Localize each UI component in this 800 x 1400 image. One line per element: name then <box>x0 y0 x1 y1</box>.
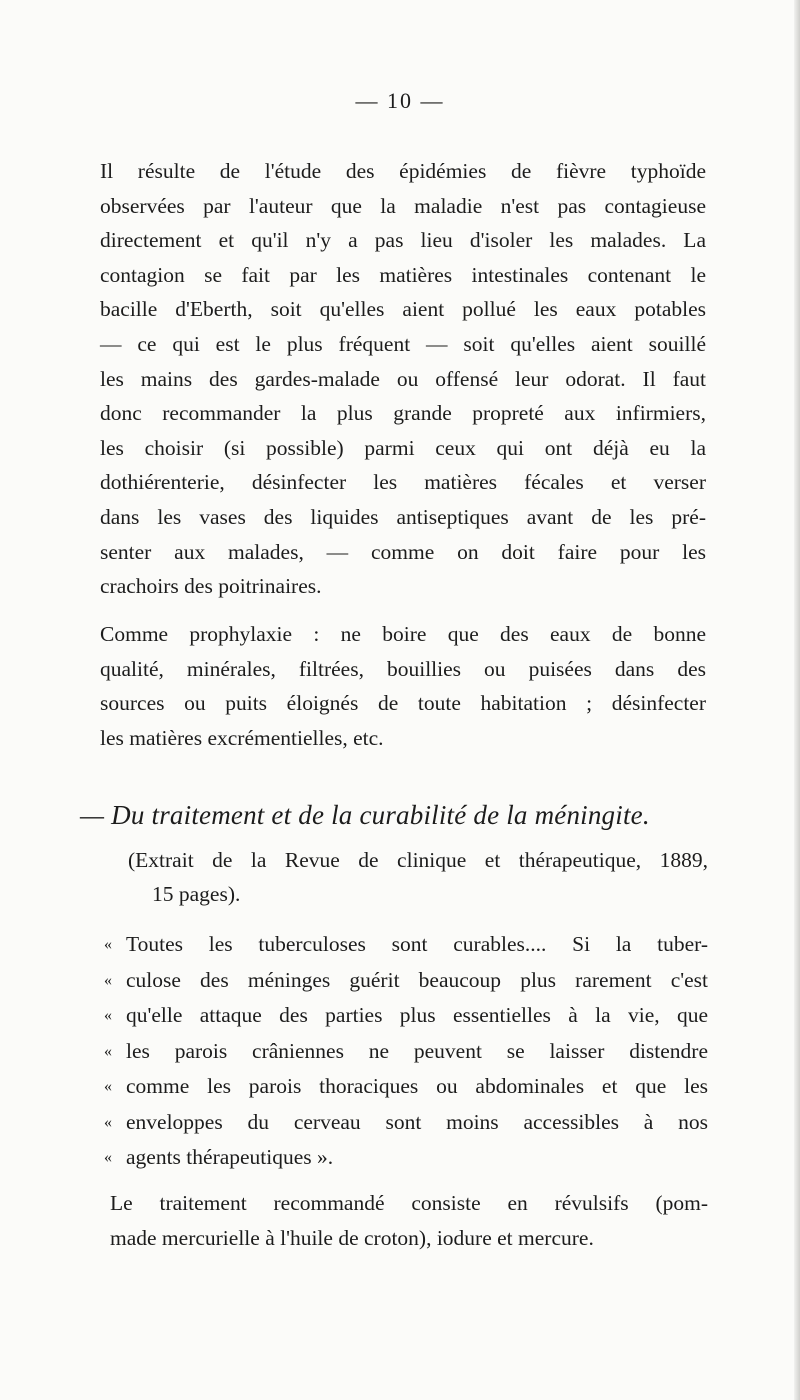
text-line: crachoirs des poitrinaires. <box>100 574 322 599</box>
paragraph-treatment <box>110 1186 708 1255</box>
quote-line <box>104 998 708 1034</box>
quote-line <box>104 1034 708 1070</box>
quote-mark: « <box>104 1149 112 1166</box>
paragraph-typhoid <box>100 154 706 604</box>
quote-line <box>104 1140 708 1176</box>
quote-mark: « <box>104 1113 112 1131</box>
paragraph-prophylaxis <box>100 617 706 755</box>
quote-mark: « <box>104 1042 112 1060</box>
text-line: Le traitement recommandé consiste en révulsifs (pom- <box>110 1191 708 1215</box>
text-line: made mercurielle à l'huile de croton), iodure et mercure. <box>110 1225 594 1250</box>
quote-mark: « <box>104 971 112 989</box>
text-line: directement et qu'il n'y a pas lieu d'isoler les malades. La <box>100 228 706 253</box>
quote-line <box>104 1069 708 1105</box>
quote-text: Toutes les tuberculoses sont curables.... Si la tuber- <box>126 932 708 956</box>
quote-mark: « <box>104 1078 112 1095</box>
section-heading: — Du traitement et de la curabilité de la méningite. <box>80 800 650 830</box>
citation-line: (Extrait de la Revue de clinique et thérapeutique, 1889, <box>128 848 708 872</box>
quote-line <box>104 1105 708 1141</box>
quote-mark: « <box>104 1007 112 1024</box>
text-line: les mains des gardes-malade ou offensé leur odorat. Il faut <box>100 366 706 391</box>
text-line: bacille d'Eberth, soit qu'elles aient pollué les eaux potables <box>100 297 706 322</box>
quotation-block <box>104 927 708 1176</box>
quote-text: agents thérapeutiques ». <box>126 1145 334 1169</box>
text-line: les matières excrémentielles, etc. <box>100 725 384 750</box>
quote-line <box>104 927 708 963</box>
text-line: dans les vases des liquides antiseptiques avant de les pré- <box>100 504 706 529</box>
page-edge-shadow <box>794 0 800 1400</box>
quote-text: enveloppes du cerveau sont moins accessibles à nos <box>126 1109 708 1134</box>
text-line: les choisir (si possible) parmi ceux qui ont déjà eu la <box>100 435 706 460</box>
quote-line <box>104 963 708 999</box>
text-line: dothiérenterie, désinfecter les matières fécales et verser <box>100 470 706 495</box>
text-line: — ce qui est le plus fréquent — soit qu'elles aient souillé <box>100 331 706 356</box>
quote-text: les parois crâniennes ne peuvent se laisser distendre <box>126 1038 708 1063</box>
page-number: — 10 — <box>355 88 445 113</box>
text-line: sources ou puits éloignés de toute habitation ; désinfecter <box>100 691 706 716</box>
text-line: donc recommander la plus grande propreté aux infirmiers, <box>100 401 706 426</box>
quote-text: qu'elle attaque des parties plus essentielles à la vie, que <box>126 1003 708 1027</box>
text-line: Il résulte de l'étude des épidémies de fièvre typhoïde <box>100 159 706 183</box>
quote-mark: « <box>104 936 112 953</box>
text-line: qualité, minérales, filtrées, bouillies ou puisées dans des <box>100 656 706 681</box>
text-line: senter aux malades, — comme on doit faire pour les <box>100 539 706 564</box>
citation-line: 15 pages). <box>152 882 241 906</box>
text-line: contagion se fait par les matières intestinales contenant le <box>100 262 706 287</box>
quote-text: culose des méninges guérit beaucoup plus rarement c'est <box>126 967 708 992</box>
quote-text: comme les parois thoraciques ou abdominales et que les <box>126 1074 708 1098</box>
text-line: Comme prophylaxie : ne boire que des eaux de bonne <box>100 622 706 646</box>
citation <box>128 843 708 911</box>
text-line: observées par l'auteur que la maladie n'est pas contagieuse <box>100 193 706 218</box>
